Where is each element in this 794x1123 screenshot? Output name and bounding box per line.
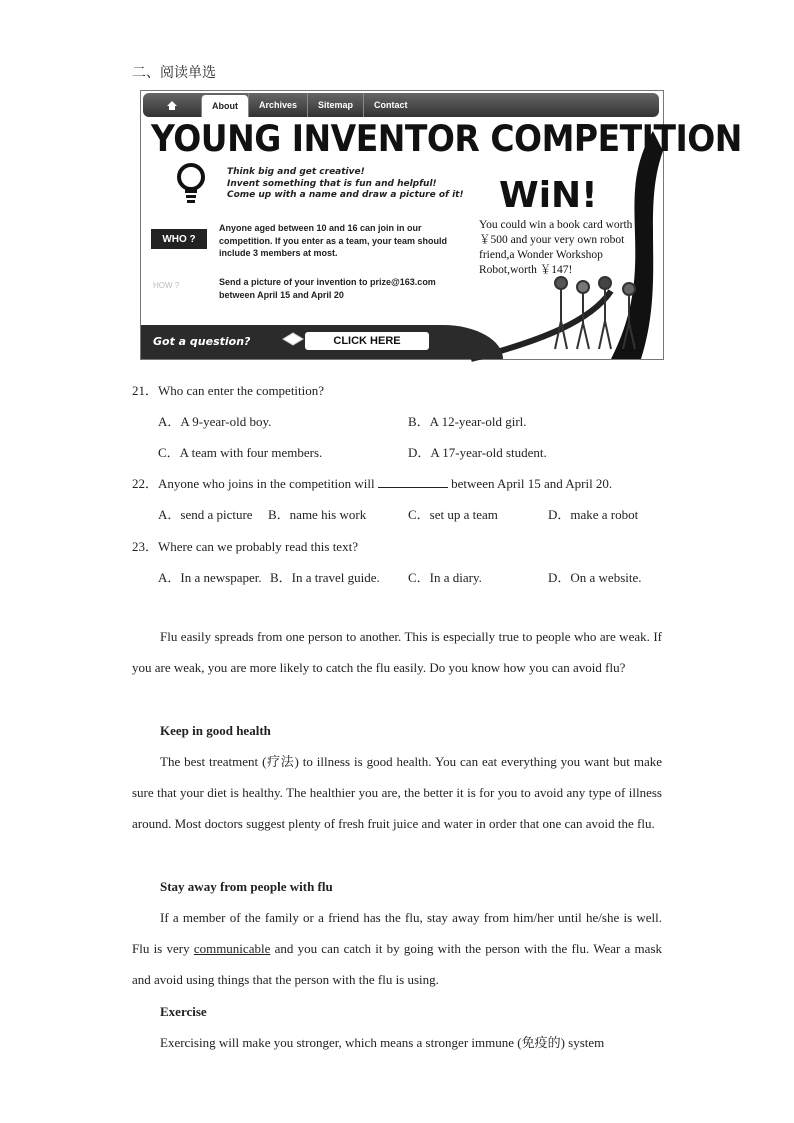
paragraph-text: The best treatment (疗法) to illness is good health. You can eat everything you want but make sure that your diet is healthy. The healthier you are, the better it is for you to avoid any type of illness around. Most doctors suggest plenty of fresh fruit juice and water in order that one can avoid the flu. xyxy=(132,754,662,832)
option-22-b: B．name his work xyxy=(268,507,367,522)
paragraph-text: and you can catch it by going with the person with the flu. Wear a mask and avoid using things that the person with the flu is using. xyxy=(132,941,662,988)
option-23-a: A．In a newspaper. xyxy=(158,570,262,585)
question-22 xyxy=(132,473,612,492)
option-21-a: A．A 9-year-old boy. xyxy=(158,414,272,429)
paragraph-text: If a member of the family or a friend has the flu, stay away from him/her until he/she is well. Flu is very xyxy=(132,910,662,957)
paragraph-good-health xyxy=(132,746,662,840)
slogan-line: Come up with a name and draw a picture of it! xyxy=(227,190,464,200)
option-22-a: A．send a picture xyxy=(158,507,253,522)
answer-blank xyxy=(378,476,448,488)
paragraph-stay-away xyxy=(132,902,662,996)
question-prompt: Got a question? xyxy=(153,335,251,348)
heading-stay-away: Stay away from people with flu xyxy=(160,879,333,894)
underlined-word: communicable xyxy=(193,941,271,957)
paragraph-text: Exercising will make you stronger, which means a stronger immune (免疫的) system xyxy=(160,1035,605,1050)
heading-good-health: Keep in good health xyxy=(160,723,271,738)
lightbulb-icon xyxy=(175,163,207,205)
option-23-b: B．In a travel guide. xyxy=(270,570,380,585)
tab-contact[interactable]: Contact xyxy=(363,93,418,117)
option-22-c: C．set up a team xyxy=(408,507,498,522)
home-icon xyxy=(166,100,178,111)
who-text: Anyone aged between 10 and 16 can join in our competition. If you enter as a team, your team should include 3 members at most. xyxy=(219,223,448,258)
heading-exercise: Exercise xyxy=(160,1004,207,1019)
tab-about[interactable]: About xyxy=(201,95,248,117)
passage-intro xyxy=(132,621,662,683)
intro-text: Flu easily spreads from one person to another. This is especially true to people who are weak. If you are weak, you are more likely to catch the flu easily. Do you know how you can avoid flu? xyxy=(132,629,662,676)
ad-slogan xyxy=(227,167,464,202)
kids-illustration xyxy=(547,273,647,353)
pointing-hand-icon xyxy=(281,330,305,348)
ad-title: YOUNG INVENTOR COMPETITION xyxy=(151,117,742,160)
option-22-d: D．make a robot xyxy=(548,507,639,522)
who-label: WHO ? xyxy=(151,229,207,249)
slogan-line: Invent something that is fun and helpful! xyxy=(227,178,437,189)
question-23: 23．Where can we probably read this text? xyxy=(132,539,358,554)
tab-sitemap[interactable]: Sitemap xyxy=(307,93,363,117)
option-21-d: D．A 17-year-old student. xyxy=(408,445,547,460)
question-21: 21．Who can enter the competition? xyxy=(132,383,325,398)
paragraph-exercise xyxy=(132,1027,662,1058)
how-label: HOW ? xyxy=(153,281,180,290)
option-21-b: B．A 12-year-old girl. xyxy=(408,414,527,429)
option-23-c: C．In a diary. xyxy=(408,570,482,585)
home-tab[interactable] xyxy=(143,93,201,117)
section-title: 二、阅读单选 xyxy=(132,65,216,81)
nav-bar xyxy=(143,93,659,117)
tab-archives[interactable]: Archives xyxy=(248,93,307,117)
win-heading: WiN! xyxy=(499,175,598,216)
competition-ad xyxy=(140,90,742,360)
option-23-d: D．On a website. xyxy=(548,570,642,585)
question-22-stem-start: 22．Anyone who joins in the competition will xyxy=(132,476,375,491)
question-22-stem-end: between April 15 and April 20. xyxy=(451,476,613,491)
option-21-c: C．A team with four members. xyxy=(158,445,323,460)
click-here-button[interactable]: CLICK HERE xyxy=(305,332,429,350)
slogan-line: Think big and get creative! xyxy=(227,167,365,177)
how-text: Send a picture of your invention to prize@163.com between April 15 and April 20 xyxy=(219,277,436,300)
win-text: You could win a book card worth ￥500 and your very own robot friend,a Wonder Workshop Robot,worth ￥147! xyxy=(479,219,633,276)
